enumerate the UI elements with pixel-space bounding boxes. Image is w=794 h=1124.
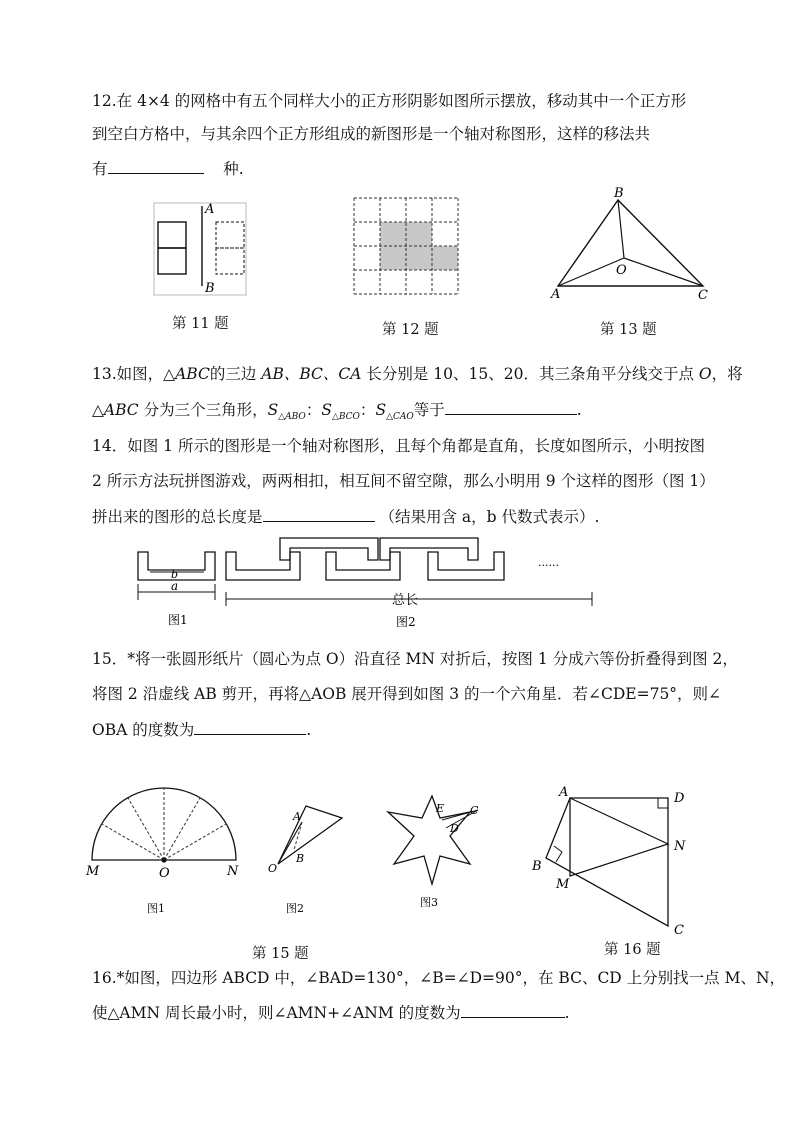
q15-fig1-semicircle: [84, 780, 244, 915]
q13-sides: AB、BC、CA: [261, 365, 362, 383]
q13-text: △: [92, 401, 104, 419]
q13-text: ，将: [711, 365, 743, 383]
q15-line-3: [92, 718, 311, 740]
fig11-caption: 第 11 题: [172, 316, 229, 332]
q13-text: 长分别是 10、15、20．其三条角平分线交于点: [361, 365, 699, 383]
q12-line-3: [92, 157, 244, 179]
q16-text: 使△AMN 周长最小时，则∠AMN+∠ANM 的度数为: [92, 1004, 461, 1022]
q14-fig2-caption: 图2: [396, 615, 416, 629]
q15-fig1-label-m: M: [86, 864, 100, 879]
q13-answer-blank: [445, 398, 577, 415]
fig11-diagram: [150, 200, 250, 300]
q13-text: 13.如图，△: [92, 365, 176, 383]
q16-text: .: [564, 1004, 570, 1022]
q14-label-a: a: [171, 579, 179, 593]
fig13-triangle: [548, 186, 718, 306]
q13-ratio-sep: ：: [359, 401, 376, 419]
q15-fig1-label-o: O: [159, 866, 170, 881]
fig13-caption: 第 13 题: [600, 322, 657, 338]
q12-answer-blank: [108, 157, 204, 174]
q15-fig3-star: [380, 790, 490, 915]
q16-caption: 第 16 题: [604, 942, 661, 958]
q16-label-m: M: [556, 877, 570, 892]
q15-fig3-caption: 图3: [420, 896, 438, 909]
fig11-label-b: B: [205, 281, 215, 296]
q13-area-subscript: △ABO: [278, 412, 306, 423]
q15-line-1: 15．*将一张圆形纸片（圆心为点 O）沿直径 MN 对折后，按图 1 分成六等份折叠得到图 2，: [92, 650, 738, 668]
q16-quadrilateral: [528, 785, 698, 948]
q14-puzzle-figure: [130, 538, 610, 630]
q13-area-symbol: S: [375, 401, 387, 419]
q13-triangle-name: ABC: [103, 401, 139, 419]
q15-fig1-caption: 图1: [147, 902, 165, 915]
q16-label-c: C: [674, 923, 684, 938]
q13-text: 的三边: [209, 365, 262, 383]
q14-text: （结果用含 a，b 代数式表示）.: [379, 508, 600, 526]
fig11-label-a: A: [205, 202, 215, 217]
fig13-label-a: A: [551, 287, 561, 302]
q15-text: .: [306, 721, 312, 739]
fig13-label-c: C: [698, 288, 708, 303]
q16-line-1: 16.*如图，四边形 ABCD 中，∠BAD=130°，∠B=∠D=90°，在 BC、CD 上分别找一点 M、N，: [92, 969, 786, 987]
fig12-grid: [354, 198, 460, 298]
q15-answer-blank: [194, 718, 306, 735]
fig13-label-o: O: [616, 263, 627, 278]
q14-total-label: 总长: [392, 593, 419, 608]
q12-line-3-post: 种.: [223, 160, 244, 178]
q13-area-subscript: △BCO: [331, 412, 360, 423]
q12-line-1: 12.在 4×4 的网格中有五个同样大小的正方形阴影如图所示摆放，移动其中一个正方形: [92, 92, 687, 110]
q13-area-symbol: S: [267, 401, 279, 419]
fig13-label-b: B: [614, 186, 624, 201]
q15-fig3-label-d: D: [450, 822, 459, 835]
q15-line-2: 将图 2 沿虚线 AB 剪开，再将△AOB 展开得到如图 3 的一个六角星．若∠CDE=75°，则∠: [92, 685, 722, 703]
q14-text: 拼出来的图形的总长度是: [92, 508, 263, 526]
q15-fig2-caption: 图2: [286, 902, 304, 915]
q14-fig1-caption: 图1: [168, 613, 188, 627]
q15-fig1-label-n: N: [227, 864, 239, 879]
q12-line-2: 到空白方格中，与其余四个正方形组成的新图形是一个轴对称图形，这样的移法共: [92, 125, 651, 143]
q16-label-n: N: [674, 839, 686, 854]
q14-line-2: 2 所示方法玩拼图游戏，两两相扣，相互间不留空隙，那么小明用 9 个这样的图形（图 1）: [92, 472, 715, 490]
q15-fig2-wedge: [262, 800, 352, 915]
q14-line-1: 14．如图 1 所示的图形是一个轴对称图形，且每个角都是直角，长度如图所示，小明按图: [92, 437, 705, 455]
q13-area-subscript: △CAO: [386, 412, 414, 423]
q15-fig2-label-b: B: [296, 852, 305, 865]
q13-text: .: [576, 401, 582, 419]
q13-point-o: O: [698, 365, 712, 383]
q13-text: 等于: [413, 401, 445, 419]
q14-line-3: [92, 505, 599, 527]
q12-line-3-pre: 有: [92, 160, 108, 178]
q15-text: OBA 的度数为: [92, 721, 195, 739]
q15-fig3-label-e: E: [436, 802, 445, 815]
q13-area-symbol: S: [321, 401, 332, 419]
q14-ellipsis: ......: [538, 556, 559, 569]
q13-line-1: [92, 364, 743, 384]
q13-line-2: [92, 398, 582, 427]
fig12-caption: 第 12 题: [382, 322, 439, 338]
q15-fig2-label-a: A: [293, 810, 301, 823]
q14-answer-blank: [263, 505, 375, 522]
q16-label-a: A: [559, 785, 569, 800]
q15-fig2-label-o: O: [268, 862, 278, 875]
q16-label-d: D: [674, 791, 685, 806]
q14-label-b: b: [171, 568, 179, 581]
q13-ratio-sep: ：: [305, 401, 322, 419]
q15-fig3-label-c: C: [470, 804, 479, 817]
q13-text: 分为三个三角形，: [138, 401, 268, 419]
q16-answer-blank: [461, 1001, 565, 1018]
q16-label-b: B: [532, 859, 542, 874]
q15-caption: 第 15 题: [252, 946, 309, 962]
q13-triangle-name: ABC: [175, 365, 210, 383]
q16-line-2: [92, 1001, 570, 1023]
